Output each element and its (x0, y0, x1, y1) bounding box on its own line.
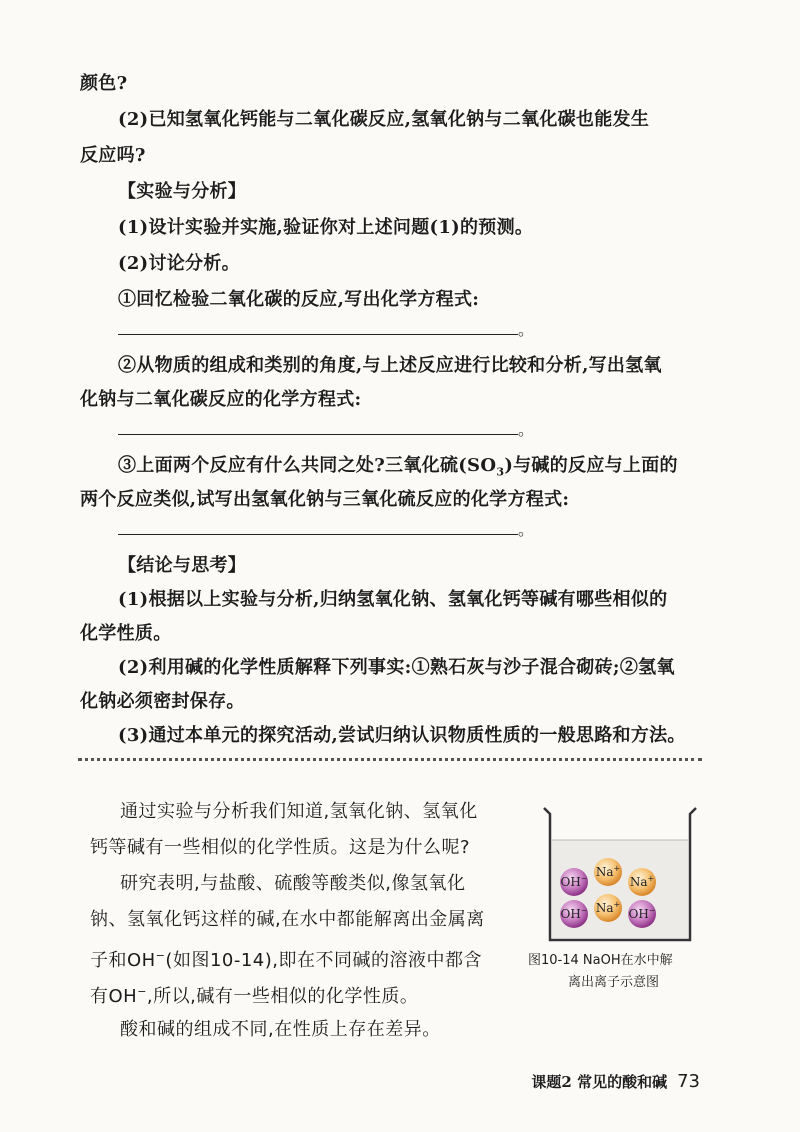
experiment-sub-2-line2: 化钠与二氧化碳反应的化学方程式: (80, 389, 362, 410)
experiment-item-2: (2)讨论分析。 (118, 253, 240, 274)
svg-text:Na+: Na+ (595, 864, 621, 879)
experiment-sub-1: ①回忆检验二氧化碳的反应,写出化学方程式: (118, 289, 480, 310)
question-2-line2: 反应吗? (80, 145, 146, 166)
body-p2-line1: 研究表明,与盐酸、硫酸等酸类似,像氢氧化 (120, 873, 466, 894)
conclusion-2-line2: 化钠必须密封保存。 (80, 691, 245, 712)
svg-text:Na+: Na+ (595, 900, 621, 915)
experiment-sub-3-line1: ③上面两个反应有什么共同之处?三氧化硫$(SO_3)$与碱的反应与上面的 (118, 455, 678, 479)
conclusion-heading: 【结论与思考】 (118, 555, 247, 576)
figure-caption-line1: 图10-14 NaOH在水中解 (528, 953, 673, 968)
answer-blank-2-period: 。 (518, 420, 535, 439)
question-2-line1: (2)已知氢氧化钙能与二氧化碳反应,氢氧化钠与二氧化碳也能发生 (118, 109, 650, 130)
svg-text:OH−: OH− (628, 906, 656, 921)
answer-blank-1-period: 。 (518, 320, 535, 339)
experiment-heading: 【实验与分析】 (118, 181, 247, 202)
body-p2-line2: 钠、氢氧化钙这样的碱,在水中都能解离出金属离 (90, 909, 485, 930)
page-number: 73 (677, 1071, 700, 1092)
oh-ion (628, 900, 656, 928)
body-p2-line3: 子和OH−(如图10-14),即在不同碱的溶液中都含 (90, 949, 482, 971)
body-p2-line4: 有OH−,所以,碱有一些相似的化学性质。 (90, 985, 419, 1007)
experiment-item-1: (1)设计实验并实施,验证你对上述问题(1)的预测。 (118, 217, 534, 238)
beaker-figure (530, 800, 710, 950)
answer-blank-3[interactable] (118, 534, 518, 535)
chapter-title: 课题2 常见的酸和碱 (531, 1073, 668, 1091)
oh-ion (560, 868, 588, 896)
conclusion-1-line1: (1)根据以上实验与分析,归纳氢氧化钠、氢氧化钙等碱有哪些相似的 (118, 589, 668, 610)
na-ion (594, 858, 622, 886)
conclusion-3: (3)通过本单元的探究活动,尝试归纳认识物质性质的一般思路和方法。 (118, 725, 686, 746)
figure-caption-line2: 离出离子示意图 (568, 975, 660, 990)
experiment-sub-2-line1: ②从物质的组成和类别的角度,与上述反应进行比较和分析,写出氢氧 (118, 355, 662, 376)
answer-blank-3-period: 。 (518, 520, 535, 539)
body-p1-line2: 钙等碱有一些相似的化学性质。这是为什么呢? (90, 837, 471, 858)
experiment-sub-3-line2: 两个反应类似,试写出氢氧化钠与三氧化硫反应的化学方程式: (80, 489, 570, 510)
section-divider (78, 758, 702, 761)
answer-blank-2[interactable] (118, 434, 518, 435)
oh-ion (560, 900, 588, 928)
conclusion-2-line1: (2)利用碱的化学性质解释下列事实:①熟石灰与沙子混合砌砖;②氢氧 (118, 657, 675, 678)
svg-text:Na+: Na+ (629, 874, 655, 889)
na-ion (594, 894, 622, 922)
answer-blank-1[interactable] (118, 334, 518, 335)
svg-text:OH−: OH− (560, 874, 588, 889)
body-p1-line1: 通过实验与分析我们知道,氢氧化钠、氢氧化 (120, 801, 478, 822)
conclusion-1-line2: 化学性质。 (80, 623, 172, 644)
svg-text:OH−: OH− (560, 906, 588, 921)
page-footer (531, 1072, 700, 1092)
question-line: 颜色? (80, 73, 128, 94)
na-ion (628, 868, 656, 896)
body-p3: 酸和碱的组成不同,在性质上存在差异。 (120, 1019, 441, 1040)
